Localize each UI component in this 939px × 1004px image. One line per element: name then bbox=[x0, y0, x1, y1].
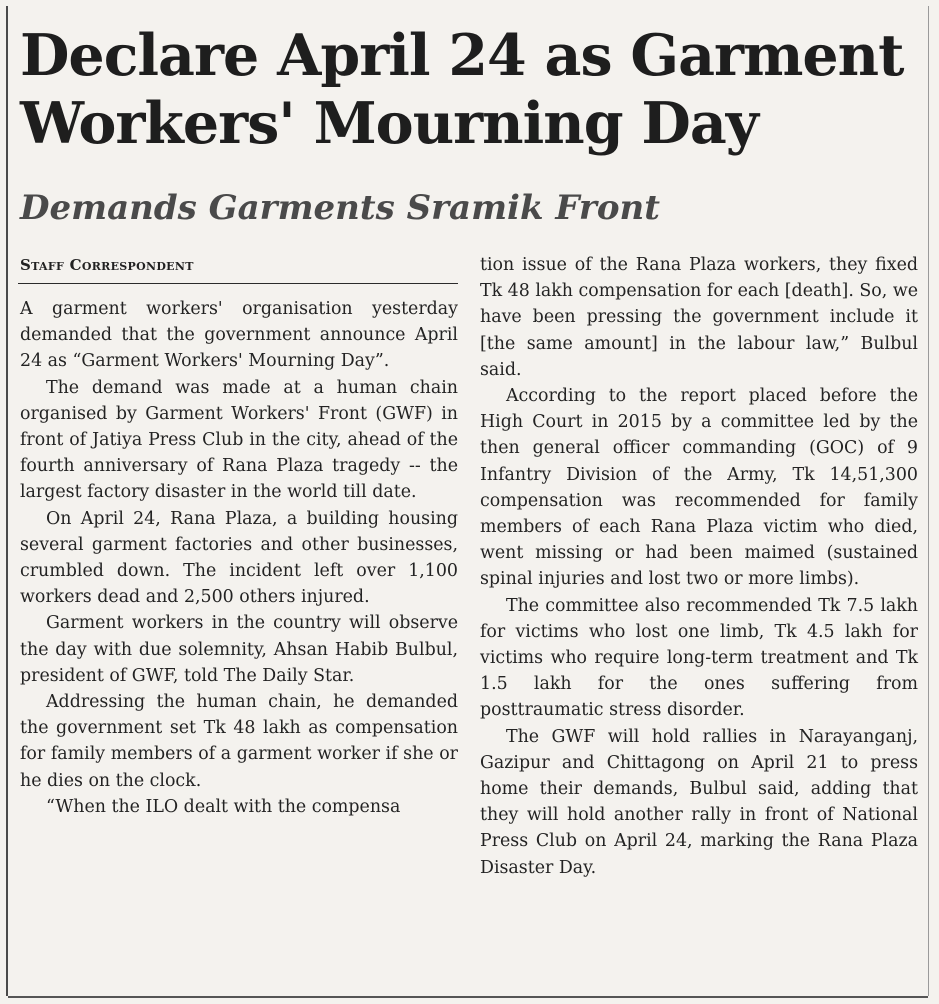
article-column-2 bbox=[480, 252, 918, 881]
byline: Staff Correspondent bbox=[20, 256, 194, 274]
paragraph: “When the ILO dealt with the compensa bbox=[46, 796, 401, 817]
paragraph: On April 24, Rana Plaza, a building housing several garment factories and other businesses, crumbled down. The incident left over 1,100 workers dead and 2,500 others injured. bbox=[20, 508, 458, 608]
paragraph: Addressing the human chain, he demanded the government set Tk 48 lakh as compensation for family members of a garment worker if she or he dies on the clock. bbox=[20, 692, 458, 791]
left-border-rule bbox=[6, 6, 8, 996]
paragraph: Garment workers in the country will observe the day with due solemnity, Ahsan Habib Bulbul, president of GWF, told The Daily Star. bbox=[20, 613, 458, 686]
paragraph: The committee also recommended Tk 7.5 lakh for victims who lost one limb, Tk 4.5 lakh for victims who require long-term treatment and Tk 1.5 lakh for the ones suffering from posttraumatic stress disorder. bbox=[480, 595, 918, 721]
bottom-border-rule bbox=[8, 996, 928, 998]
article-column-1 bbox=[20, 296, 458, 820]
paragraph: A garment workers' organisation yesterday demanded that the government announce April 24 as “Garment Workers' Mourning Day”. bbox=[20, 299, 458, 372]
paragraph: tion issue of the Rana Plaza workers, they fixed Tk 48 lakh compensation for each [death]. So, we have been pressing the government include it [the same amount] in the labour law,” Bulbul said. bbox=[480, 255, 918, 380]
paragraph: The demand was made at a human chain organised by Garment Workers' Front (GWF) in front of Jatiya Press Club in the city, ahead of the fourth anniversary of Rana Plaza tragedy -- the largest factory disaster in the world till date. bbox=[20, 377, 458, 503]
paragraph: The GWF will hold rallies in Narayanganj, Gazipur and Chittagong on April 21 to press home their demands, Bulbul said, adding that they will hold another rally in front of National Press Club on April 24, marking the Rana Plaza Disaster Day. bbox=[480, 726, 918, 878]
byline-rule bbox=[18, 283, 458, 284]
right-border-rule bbox=[928, 6, 929, 996]
paragraph: According to the report placed before the High Court in 2015 by a committee led by the then general officer commanding (GOC) of 9 Infantry Division of the Army, Tk 14,51,300 compensation was recommended for family members of each Rana Plaza victim who died, went missing or had been maimed (sustained spinal injuries and lost two or more limbs). bbox=[480, 386, 918, 590]
subheadline: Demands Garments Sramik Front bbox=[20, 188, 660, 228]
headline: Declare April 24 as Garment Workers' Mourning Day bbox=[20, 22, 904, 157]
